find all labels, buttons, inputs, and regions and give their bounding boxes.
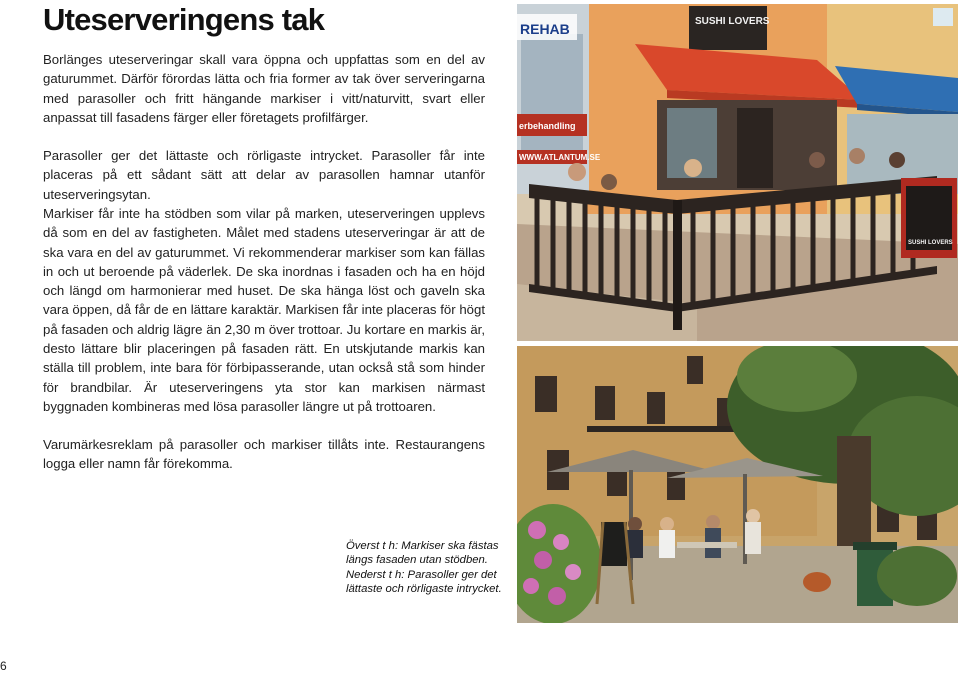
paragraph-varumarke <box>43 435 485 474</box>
photo-parasols-illustration <box>517 346 958 623</box>
photo-parasols <box>517 346 958 623</box>
sign-sushi-lovers: SUSHI LOVERS <box>695 16 770 27</box>
page-title: Uteserveringens tak <box>43 2 325 37</box>
paragraph-text: Markiser får inte ha stödben som vilar på marken, uteserveringen upplevs då som en del av fastigheten. Målet med stadens uteserveringar är att de ska vara en del av gaturummet. Vi rekommenderar markiser som kan fällas in och ut beroende på väderlek. De ska inordnas i fasaden och ha en höjd och längd om harmonierar med huset. De ska hänga löst och gaveln ska vara öppen, då får de en lättare karaktär. Markisen får inte placeras för högt på fasaden och aldrig lägre än 2,30 m över trottoar. Ju kortare en markis är, desto lättare blir placeringen på fasaden rätt. En utskjutande markis kan ställa till problem, inte bara för förbipasserande, utan också stå som hinder för brandbilar. Är uteserveringens yta stor kan markisen närmast byggnaden kombineras med lösa parasoller längre ut på trottoaren. <box>43 206 485 414</box>
paragraph-intro <box>43 50 485 127</box>
photo-awnings <box>517 4 958 341</box>
caption-top: Överst t h: Markiser ska fästas längs fasaden utan stödben. <box>346 540 499 567</box>
menu-board <box>901 178 957 258</box>
sign-rehab: REHAB <box>520 21 570 37</box>
menu-board-label: SUSHI LOVERS <box>908 240 953 246</box>
sign-treatment: erbehandling <box>519 121 576 131</box>
page-number: 6 <box>0 659 7 673</box>
paragraph-text: Varumärkesreklam på parasoller och markiser tillåts inte. Restaurangens logga eller namn får förekomma. <box>43 437 485 472</box>
paragraph-markiser <box>43 204 485 416</box>
caption-bottom: Nederst t h: Parasoller ger det lättaste och rörligaste intrycket. <box>346 568 502 595</box>
sign-website: WWW.ATLANTUM.SE <box>519 153 601 162</box>
photo-caption <box>346 539 506 596</box>
photo-awnings-illustration <box>517 4 958 341</box>
paragraph-text: Parasoller ger det lättaste och rörligaste intrycket. Parasoller får inte placeras på ett sådant sätt att delar av parasollen hamnar utanför uteserveringsytan. <box>43 148 485 202</box>
paragraph-parasoller <box>43 146 485 204</box>
paragraph-text: Borlänges uteserveringar skall vara öppna och uppfattas som en del av gaturummet. Därför förordas lätta och fria former av tak över serveringarna med parasoller och fritt hängande markiser i vitt/naturvitt, svart eller anpassat till fasadens färger eller företagets profilfärger. <box>43 52 485 125</box>
